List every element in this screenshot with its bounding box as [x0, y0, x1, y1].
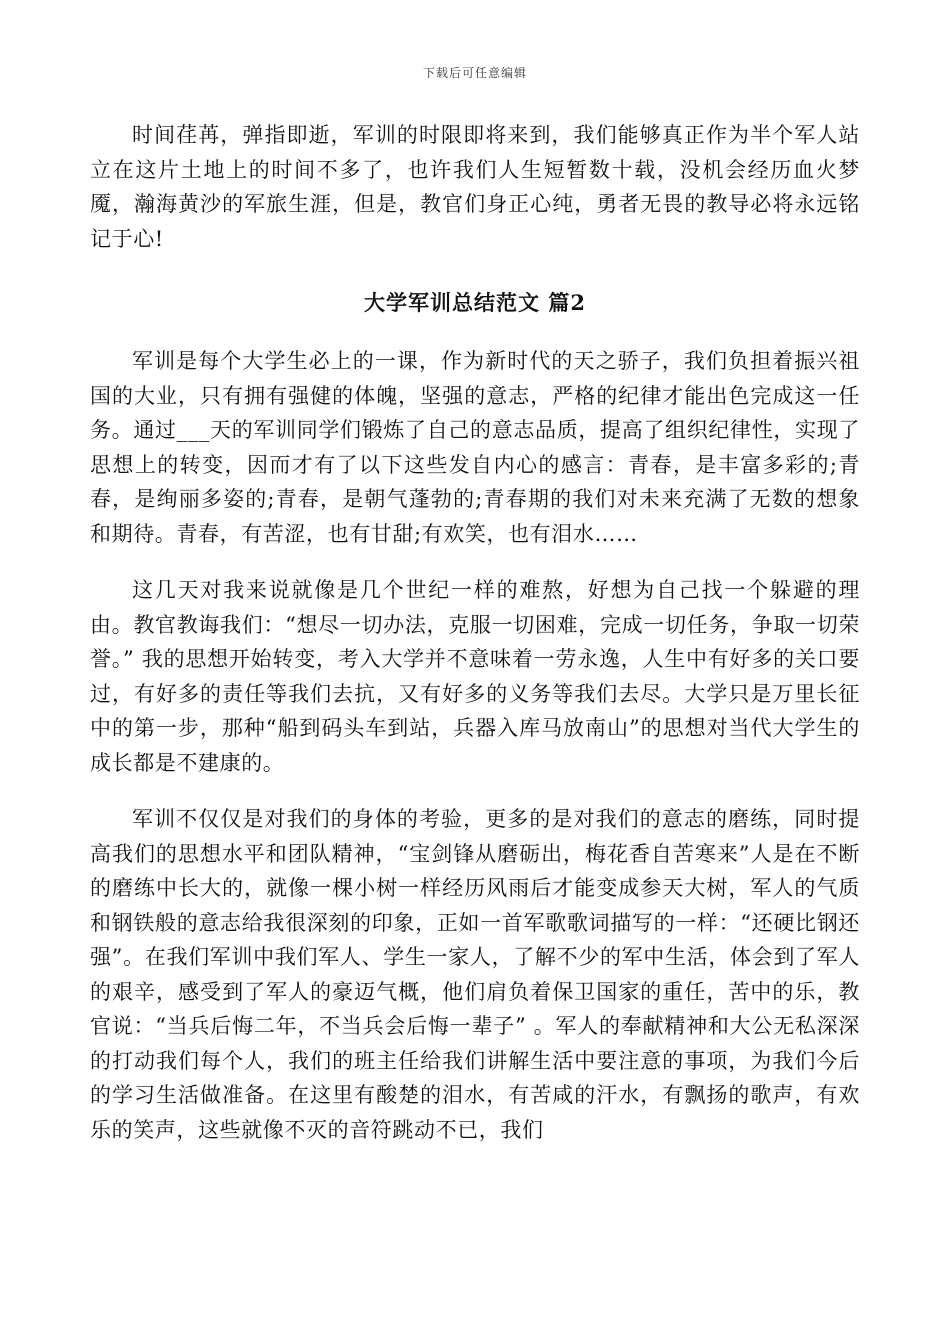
paragraph-1: 军训是每个大学生必上的一课，作为新时代的天之骄子，我们负担着振兴祖国的大业，只有拥有强健的体魄，坚强的意志，严格的纪律才能出色完成这一任务。通过___天的军训同学们锻炼了自己的意志品质，提高了组织纪律性，实现了思想上的转变，因而才有了以下这些发自内心的感言：青春，是丰富多彩的;青春，是绚丽多姿的;青春，是朝气蓬勃的;青春期的我们对未来充满了无数的想象和期待。青春，有苦涩，也有甘甜;有欢笑，也有泪水……	[90, 349, 860, 546]
document-body	[90, 118, 860, 1147]
section-title: 大学军训总结范文 篇2	[364, 290, 586, 315]
paragraph-3: 军训不仅仅是对我们的身体的考验，更多的是对我们的意志的磨练，同时提高我们的思想水平和团队精神，“宝剑锋从磨砺出，梅花香自苦寒来”人是在不断的磨练中长大的，就像一棵小树一样经历风雨后才能变成参天大树，军人的气质和钢铁般的意志给我很深刻的印象，正如一首军歌歌词描写的一样：“还硬比钢还强”。在我们军训中我们军人、学生一家人，了解不少的军中生活，体会到了军人的艰辛，感受到了军人的豪迈气概，他们肩负着保卫国家的重任，苦中的乐，教官说：“当兵后悔二年，不当兵会后悔一辈子” 。军人的奉献精神和大公无私深深的打动我们每个人，我们的班主任给我们讲解生活中要注意的事项，为我们今后的学习生活做准备。在这里有酸楚的泪水，有苦咸的汗水，有飘扬的歌声，有欢乐的笑声，这些就像不灭的音符跳动不已，我们	[90, 807, 860, 1142]
page-header: 下载后可任意编辑	[422, 66, 527, 80]
paragraph-2: 这几天对我来说就像是几个世纪一样的难熬，好想为自己找一个躲避的理由。教官教诲我们：“想尽一切办法，克服一切困难，完成一切任务，争取一切荣誉。” 我的思想开始转变，考入大学并不意味着一劳永逸，人生中有好多的关口要过，有好多的责任等我们去抗，又有好多的义务等我们去尽。大学只是万里长征中的第一步，那种“船到码头车到站，兵器入库马放南山”的思想对当代大学生的成长都是不建康的。	[90, 578, 860, 775]
paragraph-intro: 时间荏苒，弹指即逝，军训的时限即将来到，我们能够真正作为半个军人站立在这片土地上的时间不多了，也许我们人生短暂数十载，没机会经历血火梦魇，瀚海黄沙的军旅生涯，但是，教官们身正心纯，勇者无畏的教导必将永远铭记于心!	[90, 123, 860, 251]
